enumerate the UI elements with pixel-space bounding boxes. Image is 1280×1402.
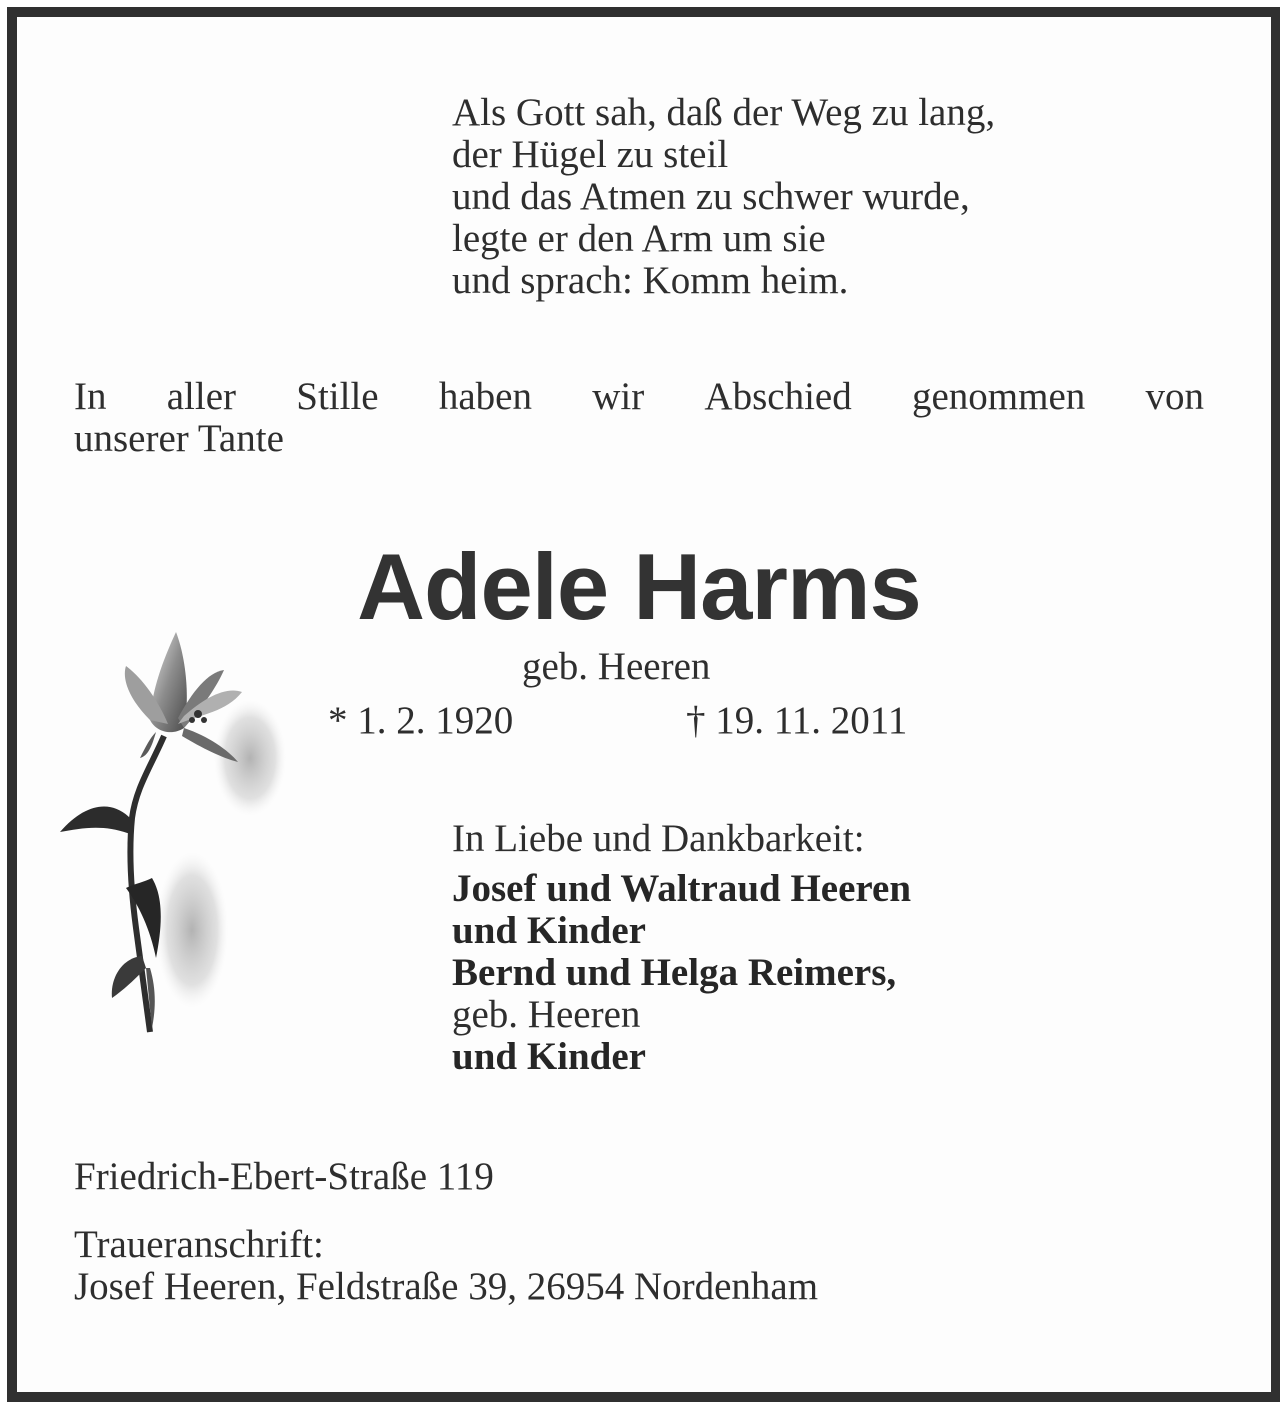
deceased-name xyxy=(0,532,1280,642)
funeral-address xyxy=(74,1224,818,1308)
intro-word: genommen xyxy=(911,375,1086,418)
intro-word: wir xyxy=(592,375,645,418)
funeral-address-label: Traueranschrift: xyxy=(74,1223,324,1266)
mourner-line: geb. Heeren xyxy=(452,993,641,1036)
poem-line: Als Gott sah, daß der Weg zu lang, xyxy=(452,91,996,134)
mourner-line: Bernd und Helga Reimers, xyxy=(452,951,897,994)
intro-word: Stille xyxy=(296,375,379,418)
death-date: † 19. 11. 2011 xyxy=(686,699,908,742)
mourners-list xyxy=(452,818,1212,1078)
mourner-line: und Kinder xyxy=(452,1035,646,1078)
funeral-address-value: Josef Heeren, Feldstraße 39, 26954 Nordenham xyxy=(74,1265,819,1308)
intro-word: haben xyxy=(438,375,532,418)
birth-date: * 1. 2. 1920 xyxy=(328,699,514,742)
poem xyxy=(452,92,1212,302)
intro-line-2: unserer Tante xyxy=(74,417,284,460)
intro-word: Abschied xyxy=(704,375,852,418)
intro-line-1 xyxy=(74,376,1204,418)
mourner-line: Josef und Waltraud Heeren xyxy=(452,867,912,910)
lily-flower-icon xyxy=(52,628,302,1038)
poem-line: legte er den Arm um sie xyxy=(452,217,826,260)
residence-address: Friedrich-Ebert-Straße 119 xyxy=(74,1155,494,1198)
intro-word: aller xyxy=(166,375,237,418)
intro-word: von xyxy=(1145,375,1204,418)
poem-line: der Hügel zu steil xyxy=(452,133,729,176)
mourner-line: und Kinder xyxy=(452,909,646,952)
deceased-name-text: Adele Harms xyxy=(357,534,921,639)
poem-line: und das Atmen zu schwer wurde, xyxy=(452,175,970,218)
intro-text xyxy=(74,376,1204,460)
maiden-name: geb. Heeren xyxy=(522,645,711,688)
mourners-heading: In Liebe und Dankbarkeit: xyxy=(452,817,865,860)
poem-line: und sprach: Komm heim. xyxy=(452,259,849,302)
intro-word: In xyxy=(74,375,107,418)
